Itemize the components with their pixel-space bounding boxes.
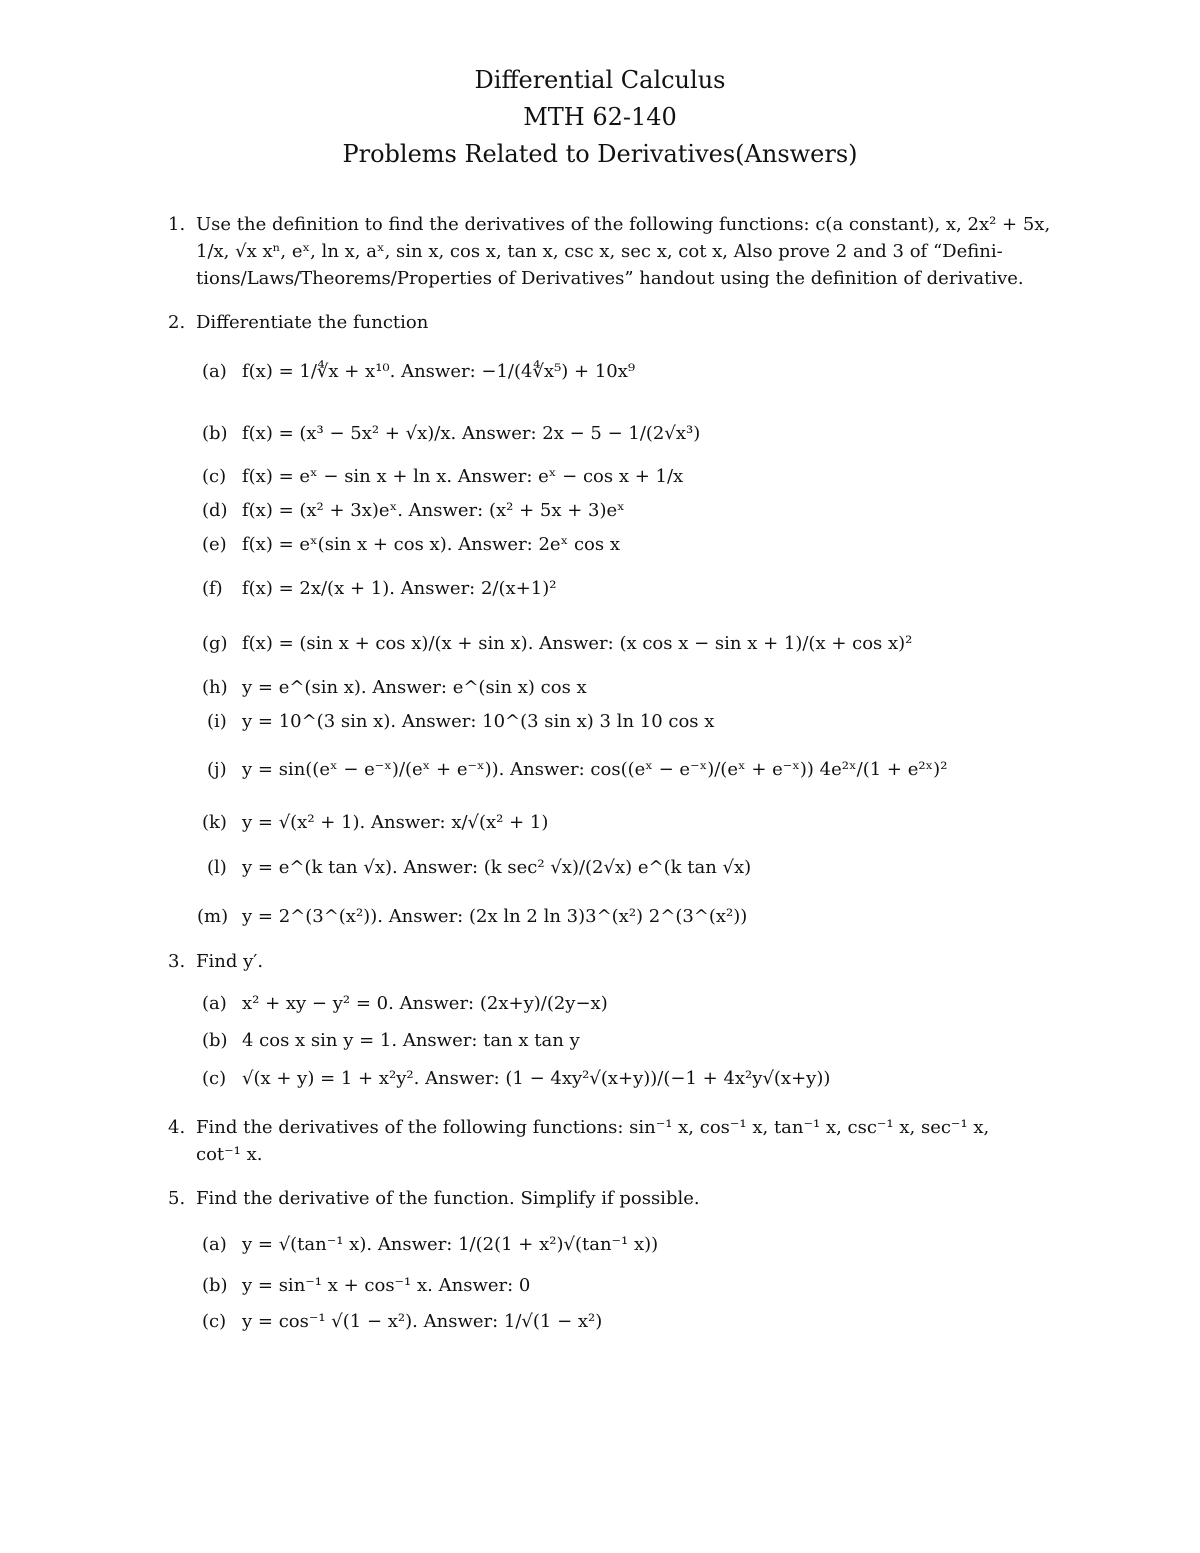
answer-label: Answer:	[408, 500, 484, 521]
question: y = 2^(3^(x²)).	[242, 906, 383, 927]
title-block	[0, 62, 1200, 173]
problem-number: 2.	[168, 312, 186, 333]
part-content	[242, 993, 608, 1015]
part-content	[242, 1068, 830, 1090]
answer-label: Answer:	[461, 423, 537, 444]
problem-line: Find the derivatives of the following functions: sin⁻¹ x, cos⁻¹ x, tan⁻¹ x, csc⁻¹ x, sec⁻¹ x,	[196, 1117, 990, 1138]
question: f(x) = (x² + 3x)eˣ.	[242, 500, 403, 521]
answer-label: Answer:	[438, 1275, 514, 1296]
problem-number: 5.	[168, 1188, 186, 1209]
part-label: (g)	[202, 633, 228, 654]
question: f(x) = (x³ − 5x² + √x)/x.	[242, 423, 457, 444]
part-content	[242, 857, 751, 879]
answer: e^(sin x) cos x	[452, 677, 587, 698]
problem-prompt: Differentiate the function	[196, 312, 429, 333]
part-label: (b)	[202, 423, 228, 444]
answer: (x² + 5x + 3)eˣ	[488, 500, 625, 521]
answer-label: Answer:	[423, 1311, 499, 1332]
part-label: (c)	[202, 466, 227, 487]
question: f(x) = eˣ(sin x + cos x).	[242, 534, 453, 555]
part-content	[242, 633, 912, 655]
part-content	[242, 1234, 658, 1256]
problem-prompt: Find the derivative of the function. Simplify if possible.	[196, 1188, 700, 1209]
part-label: (a)	[202, 1234, 227, 1255]
question: √(x + y) = 1 + x²y².	[242, 1068, 420, 1089]
part-content	[242, 578, 556, 600]
part-label: (m)	[197, 906, 229, 927]
part-content	[242, 361, 635, 383]
answer-label: Answer:	[510, 759, 585, 780]
answer-label: Answer:	[403, 857, 479, 878]
part-label: (d)	[202, 500, 228, 521]
part-label: (l)	[207, 857, 227, 878]
problem-line: Use the definition to find the derivatives of the following functions: c(a constant), x, 2x² + 5x,	[196, 214, 1051, 235]
part-content	[242, 1275, 530, 1297]
answer: 10^(3 sin x) 3 ln 10 cos x	[482, 711, 715, 732]
answer-label: Answer:	[401, 711, 477, 732]
answer: 1/(2(1 + x²)√(tan⁻¹ x))	[458, 1234, 659, 1255]
part-content	[242, 711, 714, 733]
answer-label: Answer:	[371, 812, 446, 833]
answer: (2x ln 2 ln 3)3^(x²) 2^(3^(x²))	[468, 906, 748, 927]
part-content	[242, 466, 683, 488]
answer-label: Answer:	[457, 466, 533, 487]
question: y = sin⁻¹ x + cos⁻¹ x.	[242, 1275, 433, 1296]
answer: cos((eˣ − e⁻ˣ)/(eˣ + e⁻ˣ)) 4e²ˣ/(1 + e²ˣ)²	[590, 759, 948, 780]
part-label: (c)	[202, 1311, 227, 1332]
problem-prompt: Find y′.	[196, 951, 264, 972]
question: x² + xy − y² = 0.	[242, 993, 394, 1014]
answer: 0	[518, 1275, 531, 1296]
question: f(x) = (sin x + cos x)/(x + sin x).	[242, 633, 534, 654]
answer: 2eˣ cos x	[538, 534, 620, 555]
part-content	[242, 423, 700, 445]
answer-label: Answer:	[400, 578, 476, 599]
answer-label: Answer:	[372, 677, 447, 698]
part-label: (i)	[207, 711, 227, 732]
part-label: (j)	[207, 759, 227, 780]
question: f(x) = 1/∜x + x¹⁰.	[242, 361, 396, 382]
answer: 2/(x+1)²	[480, 578, 557, 599]
course-code: MTH 62-140	[523, 103, 677, 131]
question: y = e^(k tan √x).	[242, 857, 398, 878]
question: y = √(tan⁻¹ x).	[242, 1234, 373, 1255]
answer-label: Answer:	[425, 1068, 500, 1089]
question: y = 10^(3 sin x).	[242, 711, 397, 732]
answer-label: Answer:	[401, 361, 476, 382]
question: y = sin((eˣ − e⁻ˣ)/(eˣ + e⁻ˣ)).	[242, 759, 505, 780]
answer-label: Answer:	[399, 993, 475, 1014]
part-label: (b)	[202, 1275, 228, 1296]
answer: tan x tan y	[483, 1030, 580, 1051]
question: y = e^(sin x).	[242, 677, 367, 698]
answer: (x cos x − sin x + 1)/(x + cos x)²	[619, 633, 913, 654]
problem-line: 1/x, √x xⁿ, eˣ, ln x, aˣ, sin x, cos x, tan x, csc x, sec x, cot x, Also prove 2 and 3 of “Defini-	[196, 241, 1003, 262]
part-content	[242, 677, 587, 699]
question: y = √(x² + 1).	[242, 812, 366, 833]
answer-label: Answer:	[402, 1030, 478, 1051]
part-label: (a)	[202, 993, 227, 1014]
answer-label: Answer:	[539, 633, 614, 654]
answer-label: Answer:	[458, 534, 533, 555]
answer: 2x − 5 − 1/(2√x³)	[542, 423, 701, 444]
problem-number: 4.	[168, 1117, 186, 1138]
part-label: (a)	[202, 361, 227, 382]
part-content	[242, 1030, 580, 1052]
problem-line: tions/Laws/Theorems/Properties of Derivatives” handout using the definition of derivative.	[196, 268, 1024, 289]
question: f(x) = 2x/(x + 1).	[242, 578, 395, 599]
part-label: (f)	[202, 578, 223, 599]
answer: eˣ − cos x + 1/x	[538, 466, 684, 487]
part-content	[242, 812, 548, 834]
course-title: Differential Calculus	[474, 66, 726, 94]
part-content	[242, 534, 620, 556]
answer: 1/√(1 − x²)	[503, 1311, 603, 1332]
question: y = cos⁻¹ √(1 − x²).	[242, 1311, 418, 1332]
part-content	[242, 906, 747, 928]
answer: −1/(4∜x⁵) + 10x⁹	[481, 361, 636, 382]
sheet-title: Problems Related to Derivatives(Answers)	[342, 140, 858, 168]
answer-label: Answer:	[377, 1234, 453, 1255]
part-content	[242, 1311, 602, 1333]
answer-label: Answer:	[388, 906, 464, 927]
answer: (k sec² √x)/(2√x) e^(k tan √x)	[483, 857, 752, 878]
answer: (1 − 4xy²√(x+y))/(−1 + 4x²y√(x+y))	[505, 1068, 831, 1089]
part-content	[242, 500, 625, 522]
question: 4 cos x sin y = 1.	[242, 1030, 398, 1051]
part-label: (h)	[202, 677, 228, 698]
part-label: (k)	[202, 812, 227, 833]
part-content	[242, 759, 947, 781]
problem-line: cot⁻¹ x.	[196, 1144, 263, 1165]
question: f(x) = eˣ − sin x + ln x.	[242, 466, 453, 487]
answer: (2x+y)/(2y−x)	[479, 993, 608, 1014]
answer: x/√(x² + 1)	[451, 812, 549, 833]
part-label: (b)	[202, 1030, 228, 1051]
part-label: (c)	[202, 1068, 227, 1089]
part-label: (e)	[202, 534, 227, 555]
problem-number: 3.	[168, 951, 186, 972]
problem-number: 1.	[168, 214, 186, 235]
